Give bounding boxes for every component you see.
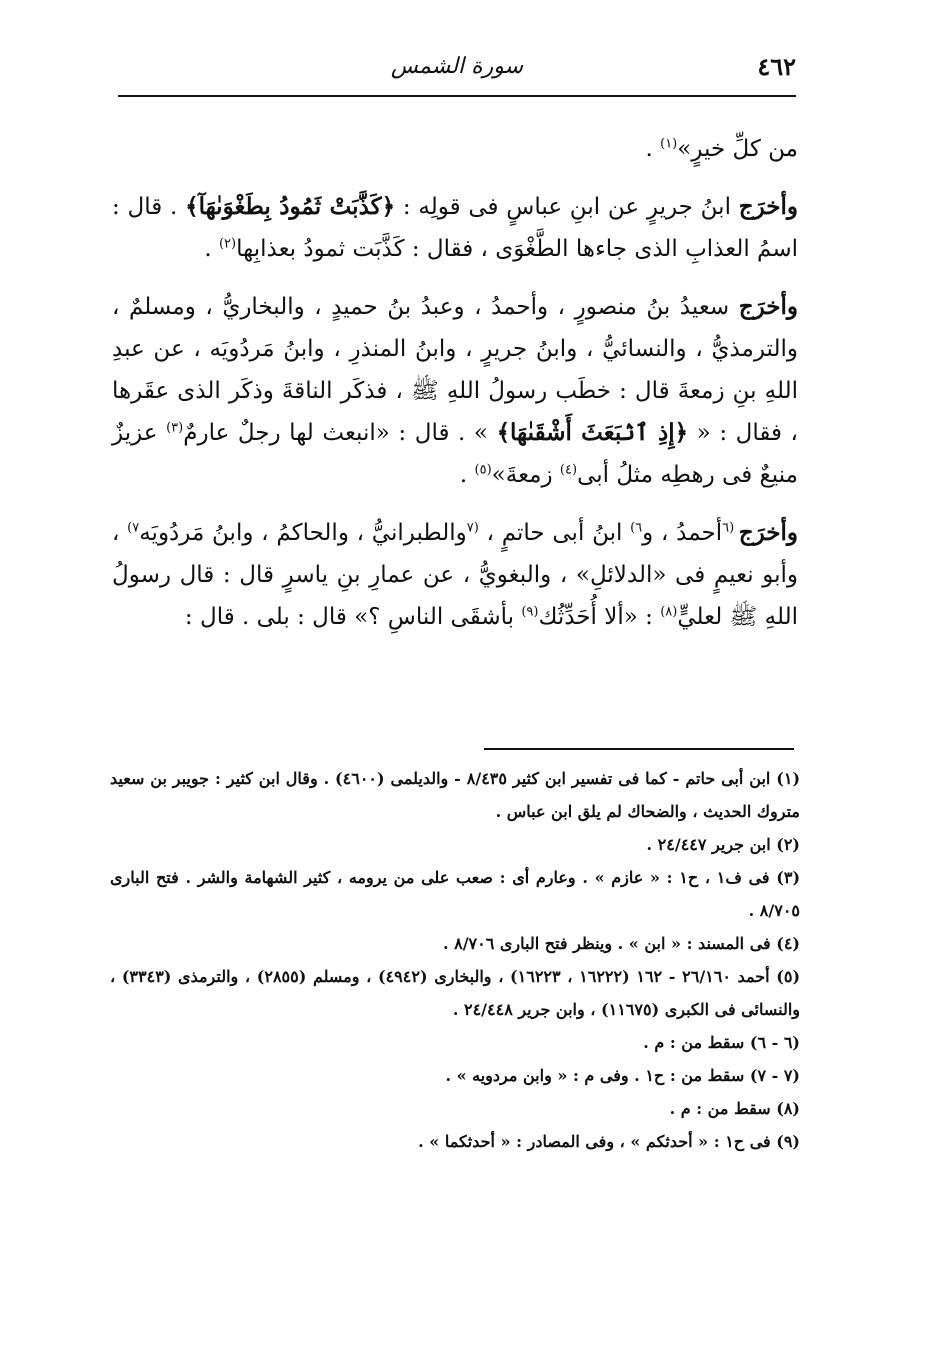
footnotes [110,762,800,1158]
surah-title: سورة الشمس [390,54,524,79]
text: ، وأبو نعيمٍ فى «الدلائلِ» ، والبغويُّ ، عن عمارِ بنِ ياسرٍ قال : قال رسولُ اللهِ ﷺ لعليٍّ [112,520,798,630]
footnote-2: (٢) ابن جرير ٢٤/٤٤٧ . [646,835,800,854]
range-marker: ٧) [127,520,140,536]
text: . [204,236,219,262]
footnote-rule [484,748,794,750]
footnote-6: (٦ - ٦) سقط من : م . [643,1033,800,1052]
footnote-marker: (٢) [218,236,237,252]
text: أحمدُ ، و [642,520,723,546]
text: من كلِّ خيرٍ» [677,136,798,162]
text: ابنُ أبى حاتمٍ ، [478,520,631,546]
paragraph-4 [112,512,798,638]
text: والطبرانيُّ ، والحاكمُ ، وابنُ مَردُويَه [139,520,467,546]
paragraph-2 [112,186,798,270]
text: ابنُ جريرٍ عن ابنِ عباسٍ فى قولِه : [395,194,739,220]
text: : «ألا أُحَدِّثُك [538,604,661,630]
footnote-3: (٣) فى ف١ ، ح١ : « عازم » . وعارم أى : صعب على من يرومه ، كثير الشهامة والشر . فتح البارى ٨/٧٠٥ . [110,868,801,920]
footnote-marker: (٩) [521,604,539,620]
footnote-1: (١) ابن أبى حاتم - كما فى تفسير ابن كثير ٨/٤٣٥ - والديلمى (٤٦٠٠) . وقال ابن كثير : جويبر بن سعيد متروك الحديث ، والضحاك لم يلق ابن عباس . [110,769,801,821]
header-rule [118,95,796,97]
range-marker: (٧ [466,520,479,536]
text: . [645,136,661,162]
page-header [118,52,796,92]
text: بأشقَى الناسِ ؟» قال : بلى . قال : [184,604,522,630]
footnote-marker: (٣) [166,420,184,436]
quran-verse: ﴿إِذِ ٱنۢبَعَثَ أَشْقَىٰهَا﴾ [496,419,689,446]
range-marker: ٦) [630,520,643,536]
text: » . قال : «انبعث لها رجلٌ عارمٌ [183,420,497,446]
footnote-8: (٨) سقط من : م . [669,1099,800,1118]
footnote-5: (٥) أحمد ٢٦/١٦٠ - ١٦٢ (١٦٢٢٢ ، ١٦٢٢٣) ، والبخارى (٤٩٤٢) ، ومسلم (٢٨٥٥) ، والترمذى (٣٣٤٣) ، والنسائى فى الكبرى (١١٦٧٥) ، وابن جرير ٢٤/٤٤٨ . [110,967,801,1019]
quran-verse: ﴿كَذَّبَتْ ثَمُودُ بِطَغْوَىٰهَآ﴾ [185,193,396,220]
lead-word: وأخرَج [738,193,798,220]
lead-word: وأخرَج [738,293,798,320]
paragraph-3 [112,286,798,496]
footnote-marker: (٨) [660,604,678,620]
main-text [112,128,798,654]
text: . قال : اسمُ العذابِ الذى جاءها الطَّغْوَى ، فقال : كَذَّبَت ثمودُ بعذابِها [112,194,798,262]
footnote-4: (٤) فى المسند : « ابن » . وينظر فتح البارى ٨/٧٠٦ . [442,934,800,953]
range-marker: (٦ [722,520,739,536]
text: سعيدُ بنُ منصورٍ ، وأحمدُ ، وعبدُ بنُ حميدٍ ، والبخاريُّ ، ومسلمٌ ، والترمذيُّ ، والنسائيُّ ، وابنُ جريرٍ ، وابنُ المنذرِ ، وابنُ مَردُويَه ، عن عبدِ اللهِ بنِ زمعةَ قال : خطَب رسولُ اللهِ ﷺ ، فذكَر الناقةَ وذكَر الذى عقَرها ، فقال : « [112,294,798,446]
footnote-9: (٩) فى ح١ : « أحدثكم » ، وفى المصادر : « أحدثكما » . [418,1132,800,1151]
footnote-marker: (٥) [474,462,492,478]
text: . [459,462,475,488]
footnote-marker: (١) [660,136,678,152]
text: عزيزٌ منيعٌ فى رهطِه مثلُ أبى [112,420,798,488]
page-number: ٤٦٢ [757,52,796,81]
paragraph-1 [112,128,798,170]
text: زمعةَ» [491,462,560,488]
footnote-marker: (٤) [559,462,578,478]
lead-word: وأخرَج [738,519,798,546]
footnote-7: (٧ - ٧) سقط من : ح١ . وفى م : « وابن مردويه » . [445,1066,800,1085]
